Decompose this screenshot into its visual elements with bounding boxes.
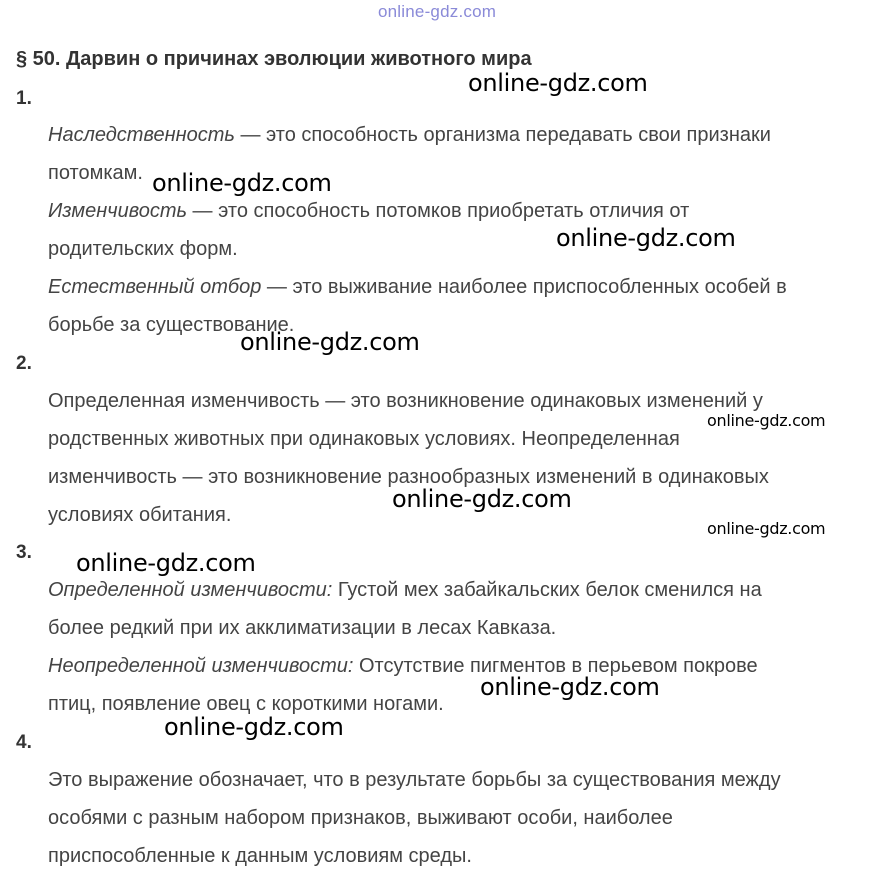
section-number-2: 2. xyxy=(16,353,32,374)
example-line: более редкий при их акклиматизации в лесах Кавказа. xyxy=(48,617,557,639)
header-watermark: online-gdz.com xyxy=(378,2,497,21)
watermark: online-gdz.com xyxy=(468,69,648,97)
text-line: изменчивость — это возникновение разнообразных изменений в одинаковых xyxy=(48,466,769,488)
section-4-text xyxy=(48,761,868,875)
example-line: Неопределенной изменчивости: Отсутствие пигментов в перьевом покрове xyxy=(48,655,758,677)
example-line: Определенной изменчивости: Густой мех забайкальских белок сменился на xyxy=(48,579,762,601)
watermark: online-gdz.com xyxy=(707,519,826,538)
definition-line: борьбе за существование. xyxy=(48,314,295,336)
section-3-text xyxy=(48,571,868,723)
term: Неопределенной изменчивости: xyxy=(48,655,354,677)
watermark: online-gdz.com xyxy=(76,549,256,577)
definition-line: Изменчивость — это способность потомков приобретать отличия от xyxy=(48,200,690,222)
watermark: online-gdz.com xyxy=(240,328,420,356)
text-line: приспособленные к данным условиям среды. xyxy=(48,845,472,867)
text-line: особями с разным набором признаков, выживают особи, наиболее xyxy=(48,807,673,829)
watermark: online-gdz.com xyxy=(556,224,736,252)
definition-line: Наследственность — это способность организма передавать свои признаки xyxy=(48,124,771,146)
watermark: online-gdz.com xyxy=(152,169,332,197)
definition-line: Естественный отбор — это выживание наиболее приспособленных особей в xyxy=(48,276,787,298)
section-number-4: 4. xyxy=(16,732,32,753)
term: Естественный отбор xyxy=(48,276,262,298)
example-line: птиц, появление овец с короткими ногами. xyxy=(48,693,444,715)
text-line: условиях обитания. xyxy=(48,504,232,526)
term: Определенной изменчивости: xyxy=(48,579,333,601)
section-1-text xyxy=(48,116,868,344)
definition-line: потомкам. xyxy=(48,162,143,184)
term: Изменчивость xyxy=(48,200,187,222)
page-title: § 50. Дарвин о причинах эволюции животного мира xyxy=(16,48,532,70)
text-line: Это выражение обозначает, что в результате борьбы за существования между xyxy=(48,769,781,791)
watermark: online-gdz.com xyxy=(707,411,826,430)
term: Наследственность xyxy=(48,124,235,146)
section-number-1: 1. xyxy=(16,88,32,109)
text-line: Определенная изменчивость — это возникновение одинаковых изменений у xyxy=(48,390,763,412)
watermark: online-gdz.com xyxy=(480,673,660,701)
section-number-3: 3. xyxy=(16,542,32,563)
text-line: родственных животных при одинаковых условиях. Неопределенная xyxy=(48,428,680,450)
definition-line: родительских форм. xyxy=(48,238,238,260)
watermark: online-gdz.com xyxy=(164,713,344,741)
watermark: online-gdz.com xyxy=(392,485,572,513)
